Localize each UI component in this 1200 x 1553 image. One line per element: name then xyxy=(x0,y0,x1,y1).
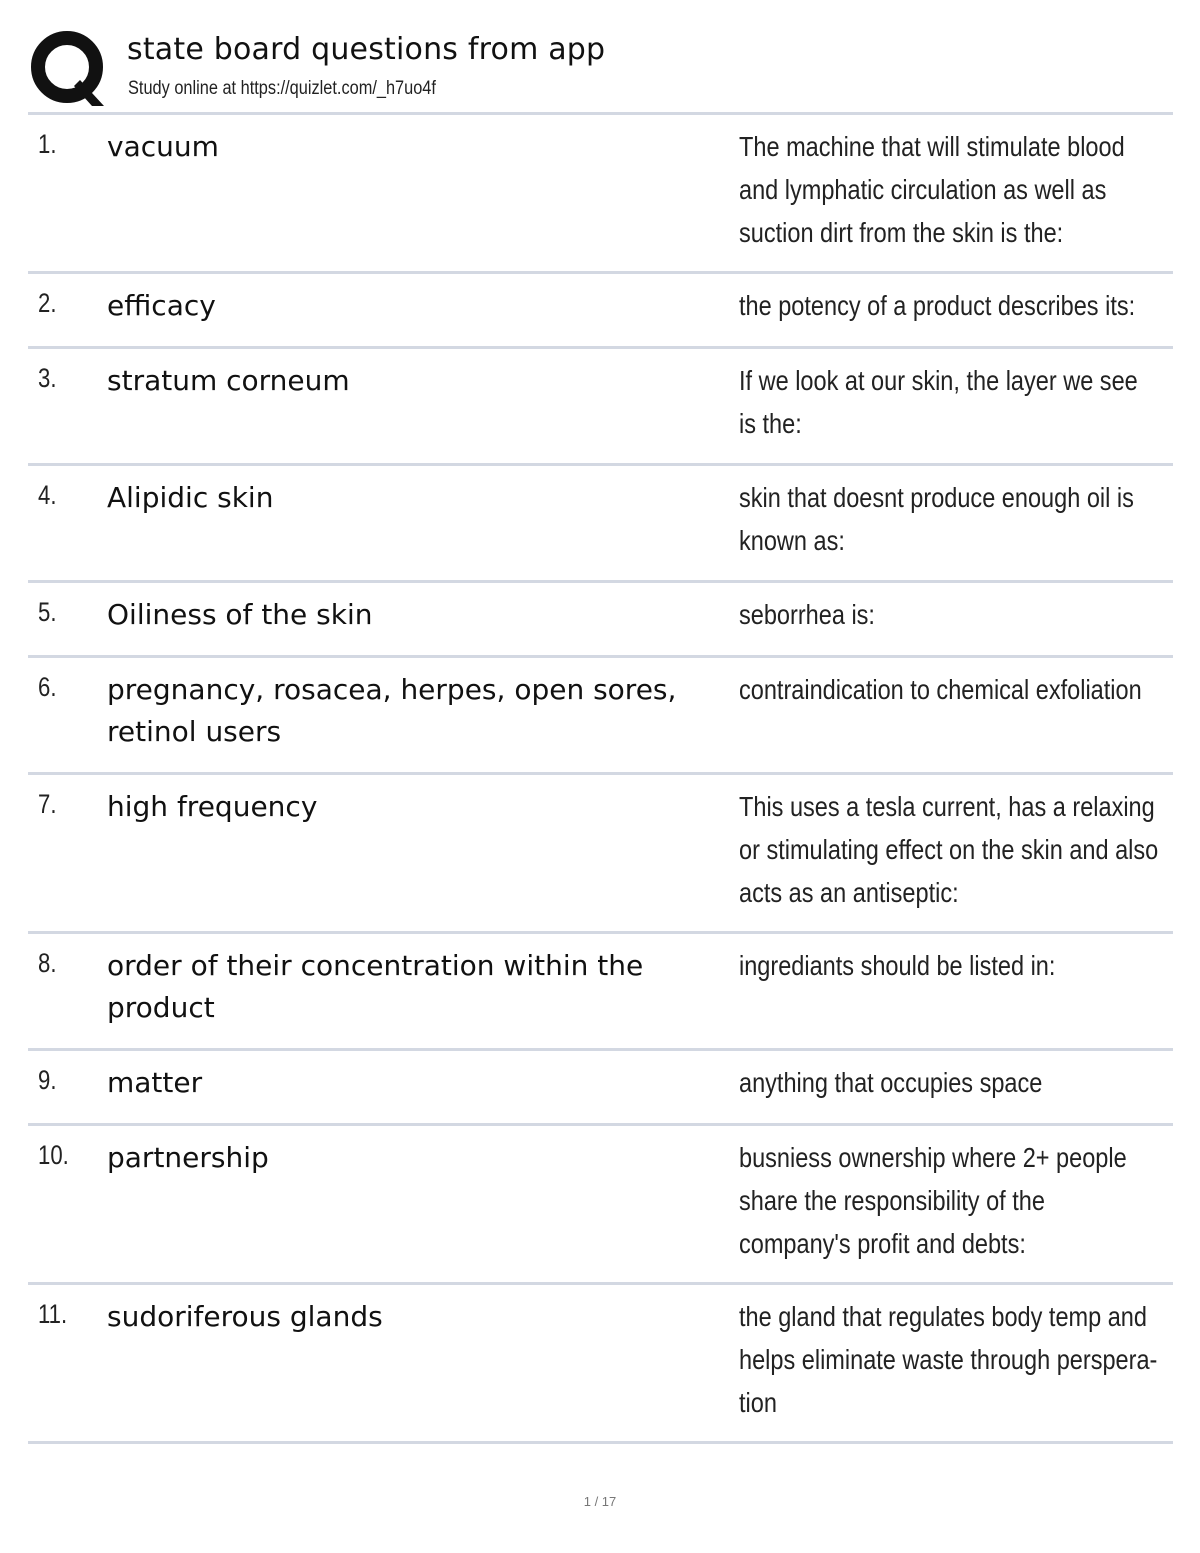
card-term: efficacy xyxy=(107,289,216,322)
set-title: state board questions from app xyxy=(127,32,606,67)
study-online-link-text: Study online at https://quizlet.com/_h7uo4f xyxy=(128,78,436,99)
flashcard-row xyxy=(28,1126,1173,1285)
card-definition: If we look at our skin, the layer we see is the: xyxy=(739,365,1138,439)
card-definition: anything that occupies space xyxy=(739,1067,1043,1098)
flashcard-row xyxy=(28,1285,1173,1444)
card-number: 11. xyxy=(38,1299,68,1329)
flashcard-row xyxy=(28,466,1173,583)
card-number: 10. xyxy=(38,1140,69,1170)
card-term: pregnancy, rosacea, herpes, open sores, retinol users xyxy=(107,673,677,748)
card-number: 3. xyxy=(38,363,57,393)
card-definition: The machine that will stimulate blood and lymphatic circulation as well as suction dirt from the skin is the: xyxy=(739,131,1125,248)
flashcard-row xyxy=(28,583,1173,658)
flashcard-row xyxy=(28,349,1173,466)
quizlet-logo-icon xyxy=(30,30,110,108)
card-number: 1. xyxy=(38,129,57,159)
card-definition: contraindication to chemical exfoliation xyxy=(739,674,1142,705)
card-term: Oiliness of the skin xyxy=(107,598,373,631)
card-number: 8. xyxy=(38,948,57,978)
card-definition: skin that doesnt produce enough oil is known as: xyxy=(739,482,1134,556)
flashcard-row xyxy=(28,274,1173,349)
card-definition: seborrhea is: xyxy=(739,599,875,630)
card-term: stratum corneum xyxy=(107,364,350,397)
card-term: sudoriferous glands xyxy=(107,1300,383,1333)
flashcard-list xyxy=(28,115,1173,1444)
page-indicator: 1 / 17 xyxy=(583,1494,617,1509)
page-header xyxy=(30,30,1172,110)
card-number: 2. xyxy=(38,288,57,318)
flashcard-row xyxy=(28,115,1173,274)
card-number: 5. xyxy=(38,597,57,627)
card-definition: This uses a tesla current, has a relaxing or stimulating effect on the skin and also acts as an antiseptic: xyxy=(739,791,1159,908)
card-definition: busniess ownership where 2+ people share the responsibility of the company's profit and debts: xyxy=(739,1142,1127,1259)
card-term: partnership xyxy=(107,1141,269,1174)
card-term: high frequency xyxy=(107,790,318,823)
card-number: 9. xyxy=(38,1065,57,1095)
card-number: 4. xyxy=(38,480,57,510)
card-definition: the gland that regulates body temp and helps eliminate waste through perspera-tion xyxy=(739,1301,1158,1418)
card-definition: the potency of a product describes its: xyxy=(739,290,1136,321)
card-definition: ingrediants should be listed in: xyxy=(739,950,1056,981)
card-number: 6. xyxy=(38,672,57,702)
flashcard-row xyxy=(28,1051,1173,1126)
card-term: Alipidic skin xyxy=(107,481,274,514)
card-term: vacuum xyxy=(107,130,219,163)
flashcard-row xyxy=(28,658,1173,775)
card-number: 7. xyxy=(38,789,57,819)
card-term: matter xyxy=(107,1066,203,1099)
flashcard-row xyxy=(28,775,1173,934)
card-term: order of their concentration within the product xyxy=(107,949,644,1024)
flashcard-row xyxy=(28,934,1173,1051)
